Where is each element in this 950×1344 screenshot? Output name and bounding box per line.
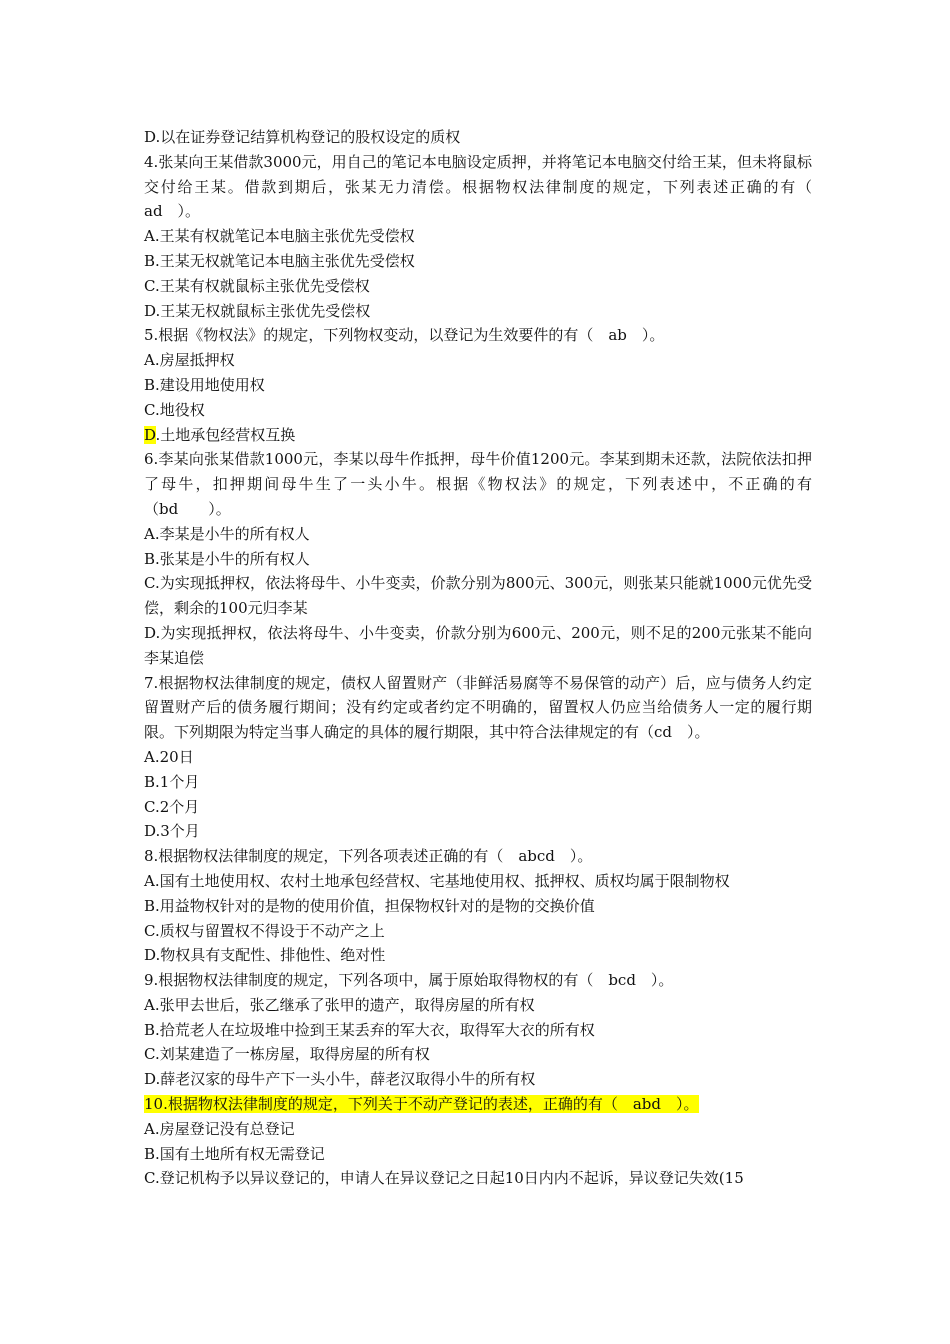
text-content: D.薛老汉家的母牛产下一头小牛，薛老汉取得小牛的所有权: [144, 1070, 536, 1089]
text-content: A.国有土地使用权、农村土地承包经营权、宅基地使用权、抵押权、质权均属于限制物权: [144, 871, 730, 890]
text-line-q10-c: [144, 1166, 812, 1191]
text-line-q8-a: [144, 869, 812, 894]
document-body: [144, 125, 828, 1191]
text-line-q10-a: [144, 1117, 812, 1142]
text-line-q4-c: [144, 274, 812, 299]
text-content: B.王某无权就笔记本电脑主张优先受偿权: [144, 251, 415, 270]
text-line-q4-d: [144, 299, 812, 324]
text-line-q8: [144, 844, 812, 869]
text-content: B.国有土地所有权无需登记: [144, 1144, 325, 1163]
text-line-q4-b: [144, 249, 812, 274]
text-content: D.为实现抵押权，依法将母牛、小牛变卖，价款分别为600元、200元，则不足的200元张某不能向李某追偿: [144, 623, 812, 667]
text-line-q7-a: [144, 745, 812, 770]
text-line-q5-d: [144, 423, 812, 448]
highlighted-letter: D: [144, 425, 156, 444]
text-content: C.质权与留置权不得设于不动产之上: [144, 921, 385, 940]
text-content: C.登记机构予以异议登记的，申请人在异议登记之日起10日内内不起诉，异议登记失效(15: [144, 1169, 744, 1188]
text-line-q9-d: [144, 1067, 812, 1092]
text-content: C.为实现抵押权，依法将母牛、小牛变卖，价款分别为800元、300元，则张某只能就1000元优先受偿，剩余的100元归李某: [144, 574, 812, 618]
text-content: D.以在证券登记结算机构登记的股权设定的质权: [144, 128, 461, 146]
text-content: C.地役权: [144, 400, 205, 419]
text-content: D.王某无权就鼠标主张优先受偿权: [144, 301, 371, 320]
text-line-q5-b: [144, 373, 812, 398]
text-content: 10.根据物权法律制度的规定，下列关于不动产登记的表述，正确的有（ abd ）。: [144, 1095, 699, 1114]
text-line-q7-d: [144, 819, 812, 844]
text-content: C.王某有权就鼠标主张优先受偿权: [144, 276, 370, 295]
text-line-q9: [144, 968, 812, 993]
text-content: B.用益物权针对的是物的使用价值，担保物权针对的是物的交换价值: [144, 896, 595, 915]
text-line-q10: [144, 1092, 812, 1117]
text-line-q7-c: [144, 795, 812, 820]
text-content: D.3个月: [144, 822, 200, 841]
text-content: A.张甲去世后，张乙继承了张甲的遗产，取得房屋的所有权: [144, 995, 535, 1014]
text-line-q6-a: [144, 522, 812, 547]
text-line-q6: [144, 447, 812, 521]
text-line-q7: [144, 671, 812, 745]
text-content: 5.根据《物权法》的规定，下列物权变动，以登记为生效要件的有（ ab ）。: [144, 326, 665, 345]
text-line-q10-b: [144, 1142, 812, 1167]
text-content: C.刘某建造了一栋房屋，取得房屋的所有权: [144, 1045, 430, 1064]
text-line-q7-b: [144, 770, 812, 795]
text-line-q6-d: [144, 621, 812, 671]
text-line-q5-a: [144, 348, 812, 373]
text-content: B.拾荒老人在垃圾堆中捡到王某丢弃的军大衣，取得军大衣的所有权: [144, 1020, 595, 1039]
text-line-q6-c: [144, 571, 812, 621]
text-content: 7.根据物权法律制度的规定，债权人留置财产（非鲜活易腐等不易保管的动产）后，应与债务人约定留置财产后的债务履行期间；没有约定或者约定不明确的，留置权人仍应当给债务人一定的履行期限。下列期限为特定当事人确定的具体的履行期限，其中符合法律规定的有（cd ）。: [144, 673, 812, 742]
text-content: A.王某有权就笔记本电脑主张优先受偿权: [144, 227, 415, 246]
text-content: A.20日: [144, 747, 194, 766]
text-content: .土地承包经营权互换: [155, 425, 296, 444]
text-content: C.2个月: [144, 797, 200, 816]
text-line-q9-b: [144, 1018, 812, 1043]
text-content: 8.根据物权法律制度的规定，下列各项表述正确的有（ abcd ）。: [144, 847, 593, 866]
text-line-q4: [144, 150, 828, 224]
text-content: A.房屋抵押权: [144, 351, 235, 370]
text-line-q8-b: [144, 894, 812, 919]
text-line-q5-c: [144, 398, 812, 423]
text-content: A.房屋登记没有总登记: [144, 1119, 295, 1138]
text-line-q5: [144, 323, 812, 348]
text-content: B.建设用地使用权: [144, 375, 265, 394]
text-line-q8-c: [144, 919, 812, 944]
text-content: 6.李某向张某借款1000元，李某以母牛作抵押，母牛价值1200元。李某到期未还款，法院依法扣押了母牛，扣押期间母牛生了一头小牛。根据《物权法》的规定，下列表述中，不正确的有（bd ）。: [144, 450, 812, 518]
text-content: 9.根据物权法律制度的规定，下列各项中，属于原始取得物权的有（ bcd ）。: [144, 971, 674, 990]
text-line-q9-a: [144, 993, 812, 1018]
text-content: B.1个月: [144, 772, 200, 791]
text-content: D.物权具有支配性、排他性、绝对性: [144, 946, 386, 965]
text-content: A.李某是小牛的所有权人: [144, 524, 310, 543]
text-content: 4.张某向王某借款3000元，用自己的笔记本电脑设定质押，并将笔记本电脑交付给王某，但未将鼠标交付给王某。借款到期后，张某无力清偿。根据物权法律制度的规定，下列表述正确的有（ ad ）。: [144, 152, 828, 221]
text-line-q4-a: [144, 224, 812, 249]
text-line-q8-d: [144, 943, 812, 968]
text-line-q6-b: [144, 547, 812, 572]
text-content: B.张某是小牛的所有权人: [144, 549, 310, 568]
text-line-q9-c: [144, 1042, 812, 1067]
text-line-q3-d: [144, 125, 812, 150]
